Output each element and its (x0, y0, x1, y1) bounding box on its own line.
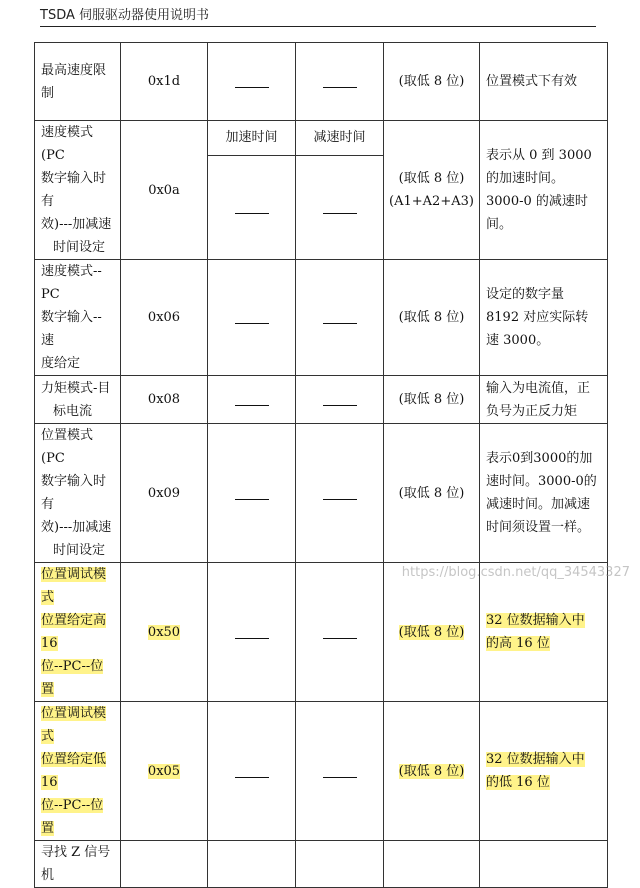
param-desc-line: 的加速时间。 (486, 171, 565, 186)
param-name-cell (35, 841, 121, 888)
param-desc-line: 减速时间。加减速 (486, 497, 591, 512)
blank-cell (208, 841, 296, 888)
blank-cell (208, 376, 296, 424)
blank-line (235, 769, 269, 778)
param-note: (取低 8 位) (398, 310, 465, 325)
blank-cell (296, 563, 384, 702)
param-name-line: 时间设定 (53, 543, 106, 558)
param-desc-line: 间。 (486, 217, 513, 232)
param-code-cell (121, 563, 208, 702)
blank-cell (208, 563, 296, 702)
param-code-cell (121, 424, 208, 563)
blank-line (323, 205, 357, 214)
param-note: (取低 8 位) (398, 624, 465, 640)
blank-cell (296, 260, 384, 376)
param-code-cell (121, 260, 208, 376)
param-code: 0x08 (147, 392, 181, 407)
table-row (35, 260, 608, 376)
param-code: 0x05 (147, 763, 181, 779)
param-code: 0x50 (147, 624, 181, 640)
param-name-line: 数字输入时有 (41, 474, 107, 512)
param-note-cell (384, 43, 480, 121)
table-row (35, 424, 608, 563)
param-desc-line: 速时间。3000-0的 (486, 474, 597, 489)
param-code-cell (121, 43, 208, 121)
subheader-accel (208, 121, 296, 156)
param-name-cell (35, 424, 121, 563)
param-name-line: 度给定 (41, 356, 81, 371)
blank-cell (296, 702, 384, 841)
blank-cell (296, 155, 384, 259)
blank-line (235, 491, 269, 500)
param-name-cell (35, 563, 121, 702)
param-name-line: 速度模式--PC (41, 264, 102, 302)
param-note-cell (384, 376, 480, 424)
param-note-cell (384, 841, 480, 888)
param-code: 0x06 (147, 310, 181, 325)
blank-line (235, 630, 269, 639)
param-desc-cell (480, 376, 608, 424)
param-name-cell (35, 376, 121, 424)
blank-line (323, 79, 357, 88)
param-note-cell (384, 702, 480, 841)
param-name-line: 位--PC--位置 (41, 659, 104, 697)
param-code-cell (121, 841, 208, 888)
table-row (35, 43, 608, 121)
param-note: (A1+A2+A3) (389, 194, 474, 209)
param-desc-line: 表示从 0 到 3000 (486, 148, 592, 163)
subheader-decel (296, 121, 384, 156)
blank-cell (296, 424, 384, 563)
blank-line (323, 491, 357, 500)
param-desc-line: 时间须设置一样。 (486, 520, 591, 535)
table-row (35, 563, 608, 702)
param-desc-cell (480, 424, 608, 563)
parameter-table (34, 42, 608, 888)
param-desc-cell (480, 563, 608, 702)
param-note: (取低 8 位) (398, 171, 465, 186)
param-note: (取低 8 位) (398, 763, 465, 779)
param-name-line: 效)---加减速 (41, 217, 112, 232)
param-note-cell (384, 563, 480, 702)
param-name-line: 寻找 Z 信号机 (41, 845, 111, 883)
param-note-cell (384, 121, 480, 260)
param-code-cell (121, 376, 208, 424)
param-desc-line: 速 3000。 (486, 333, 550, 348)
param-desc-cell (480, 702, 608, 841)
table-row (35, 841, 608, 888)
param-name-line: 位--PC--位置 (41, 798, 104, 836)
subheader-label: 减速时间 (313, 130, 366, 146)
param-code: 0x09 (147, 485, 181, 501)
blank-line (323, 630, 357, 639)
blank-line (323, 315, 357, 324)
watermark: https://blog.csdn.net/qq_34543327 (401, 565, 630, 580)
blank-line (323, 397, 357, 406)
table-row (35, 702, 608, 841)
param-desc-line: 表示0到3000的加 (486, 451, 593, 466)
blank-cell (296, 43, 384, 121)
param-desc-cell (480, 841, 608, 888)
blank-line (323, 769, 357, 778)
param-note: (取低 8 位) (398, 74, 465, 89)
param-desc-line: 32 位数据输入中 (486, 752, 585, 767)
param-code-cell (121, 702, 208, 841)
param-desc-line: 3000-0 的减速时 (486, 194, 588, 209)
param-desc-cell (480, 43, 608, 121)
param-desc-line: 32 位数据输入中 (486, 613, 585, 628)
page-header (40, 4, 596, 27)
param-name-line: 力矩模式-目 (41, 380, 111, 396)
param-name-line: 位置模式(PC (41, 428, 94, 466)
subheader-label: 加速时间 (225, 130, 278, 146)
blank-cell (208, 43, 296, 121)
param-name-cell (35, 260, 121, 376)
param-desc-line: 8192 对应实际转 (486, 310, 589, 325)
param-desc-line: 输入为电流值，正 (486, 380, 591, 396)
param-name-line: 最高速度限制 (41, 62, 107, 101)
blank-cell (208, 424, 296, 563)
param-desc-line: 的高 16 位 (486, 636, 550, 651)
param-name-line: 数字输入时有 (41, 171, 107, 209)
param-desc-cell (480, 260, 608, 376)
blank-line (235, 205, 269, 214)
blank-line (235, 79, 269, 88)
param-desc-line: 位置模式下有效 (486, 74, 578, 89)
param-name-line: 效)---加减速 (41, 520, 112, 535)
blank-line (235, 315, 269, 324)
blank-cell (296, 376, 384, 424)
param-name-line: 速度模式(PC (41, 125, 94, 163)
param-desc-line: 负号为正反力矩 (486, 403, 578, 419)
table-row (35, 376, 608, 424)
param-code: 0x1d (147, 74, 181, 89)
document-title: TSDA 伺服驱动器使用说明书 (40, 8, 210, 23)
blank-line (235, 397, 269, 406)
param-name-line: 标电流 (53, 403, 93, 419)
param-code-cell (121, 121, 208, 260)
param-name-line: 位置调试模式 (41, 706, 107, 744)
param-note-cell (384, 424, 480, 563)
blank-cell (208, 260, 296, 376)
param-note: (取低 8 位) (398, 485, 465, 501)
param-name-line: 时间设定 (53, 240, 106, 255)
param-desc-line: 的低 16 位 (486, 775, 550, 790)
param-name-line: 位置给定高 16 (41, 613, 107, 651)
param-name-line: 位置给定低 16 (41, 752, 107, 790)
table-row (35, 121, 608, 156)
param-name-line: 位置调试模式 (41, 567, 107, 605)
blank-cell (296, 841, 384, 888)
param-note: (取低 8 位) (398, 392, 465, 407)
blank-cell (208, 702, 296, 841)
param-name-cell (35, 121, 121, 260)
blank-cell (208, 155, 296, 259)
param-desc-cell (480, 121, 608, 260)
param-note-cell (384, 260, 480, 376)
param-name-line: 数字输入--速 (41, 310, 102, 348)
param-desc-line: 设定的数字量 (486, 287, 565, 302)
param-name-cell (35, 43, 121, 121)
param-name-cell (35, 702, 121, 841)
param-code: 0x0a (148, 182, 180, 198)
